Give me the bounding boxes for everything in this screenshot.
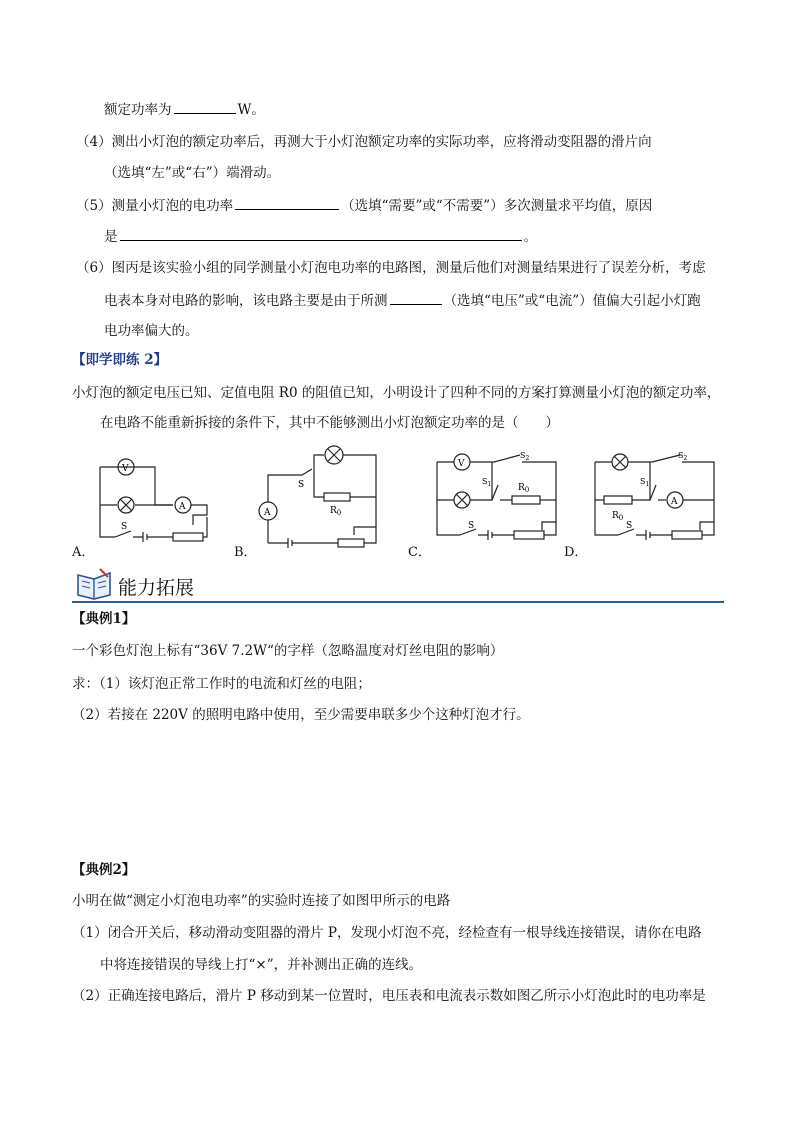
answer-blank[interactable] bbox=[120, 226, 522, 241]
label-a: A bbox=[264, 508, 271, 518]
section-divider bbox=[72, 601, 724, 603]
practice-line1: 小灯泡的额定电压已知、定值电阻 R0 的阻值已知，小明设计了四种不同的方案打算测量小灯泡的额定功率， bbox=[72, 385, 721, 401]
example-1-line1: 一个彩色灯泡上标有“36V 7.2W“的字样（忽略温度对灯丝电阻的影响） bbox=[72, 643, 504, 659]
book-icon bbox=[74, 567, 114, 601]
question-4-line2: （选填“左”或“右”）端滑动。 bbox=[104, 165, 281, 181]
circuit-diagram-d bbox=[590, 450, 720, 552]
label-r0: $R_0$ bbox=[612, 511, 624, 522]
label-s: S bbox=[298, 480, 305, 490]
example-1-title: 【典例1】 bbox=[72, 611, 136, 627]
text: （选填“需要”或“不需要”）多次测量求平均值，原因 bbox=[341, 198, 653, 214]
text: 是 bbox=[104, 229, 118, 245]
example-2-title: 【典例2】 bbox=[72, 862, 136, 878]
label-s1: $S_1$ bbox=[640, 477, 650, 488]
label-r0: $R_0$ bbox=[330, 506, 342, 517]
label-r0: $R_0$ bbox=[518, 483, 530, 494]
text: （选填“电压”或“电流”）值偏大引起小灯跑 bbox=[443, 293, 701, 309]
answer-blank[interactable] bbox=[390, 290, 442, 305]
section-title: 能力拓展 bbox=[118, 577, 195, 599]
line-rated-power bbox=[104, 99, 265, 120]
question-5-line1 bbox=[76, 195, 652, 216]
label-s: S bbox=[626, 521, 633, 531]
option-d[interactable]: D． bbox=[564, 545, 588, 560]
label-v: V bbox=[122, 464, 129, 474]
text: 。 bbox=[523, 229, 537, 245]
text: W。 bbox=[237, 102, 265, 118]
circuit-diagram-c bbox=[432, 450, 562, 552]
label-s1: $S_1$ bbox=[482, 477, 492, 488]
option-a[interactable]: A． bbox=[72, 545, 95, 560]
practice-line2: 在电路不能重新拆接的条件下，其中不能够测出小灯泡额定功率的是（ ） bbox=[100, 415, 559, 431]
label-s2: $S_2$ bbox=[520, 451, 530, 462]
question-5-line2 bbox=[104, 226, 537, 247]
option-b[interactable]: B． bbox=[234, 545, 257, 560]
text: （5）测量小灯泡的电功率 bbox=[76, 198, 234, 214]
example-1-line3: （2）若接在 220V 的照明电路中使用，至少需要串联多少个这种灯泡才行。 bbox=[72, 707, 530, 723]
answer-blank[interactable] bbox=[235, 195, 339, 210]
option-c[interactable]: C． bbox=[408, 545, 431, 560]
example-2-line2: （1）闭合开关后，移动滑动变阻器的滑片 P，发现小灯泡不亮，经检查有一根导线连接错误，请你在电路 bbox=[72, 925, 702, 941]
label-s2: $S_2$ bbox=[678, 451, 688, 462]
label-a: A bbox=[179, 502, 186, 512]
circuit-diagram-b bbox=[258, 445, 383, 553]
question-6-line2 bbox=[104, 290, 701, 311]
example-2-line3: 中将连接错误的导线上打“×”，并补测出正确的连线。 bbox=[100, 957, 423, 973]
answer-blank[interactable] bbox=[174, 99, 236, 114]
example-1-line2: 求：（1）该灯泡正常工作时的电流和灯丝的电阻； bbox=[72, 676, 371, 692]
example-2-line1: 小明在做“测定小灯泡电功率”的实验时连接了如图甲所示的电路 bbox=[72, 893, 451, 909]
label-s: S bbox=[121, 522, 128, 532]
text: 额定功率为 bbox=[104, 102, 172, 118]
label-v: V bbox=[458, 459, 465, 469]
practice-title: 【即学即练 2】 bbox=[72, 352, 168, 368]
text: 电表本身对电路的影响，该电路主要是由于所测 bbox=[104, 293, 388, 309]
example-2-line4: （2）正确连接电路后，滑片 P 移动到某一位置时，电压表和电流表示数如图乙所示小灯泡此时的电功率是 bbox=[72, 988, 706, 1004]
circuit-diagram-a bbox=[95, 455, 215, 555]
label-a: A bbox=[671, 497, 678, 507]
question-4-line1: （4）测出小灯泡的额定功率后，再测大于小灯泡额定功率的实际功率，应将滑动变阻器的滑片向 bbox=[76, 134, 652, 150]
label-s: S bbox=[468, 521, 475, 531]
question-6-line3: 电功率偏大的。 bbox=[104, 323, 199, 339]
question-6-line1: （6）图丙是该实验小组的同学测量小灯泡电功率的电路图，测量后他们对测量结果进行了误差分析，考虑 bbox=[76, 260, 706, 276]
